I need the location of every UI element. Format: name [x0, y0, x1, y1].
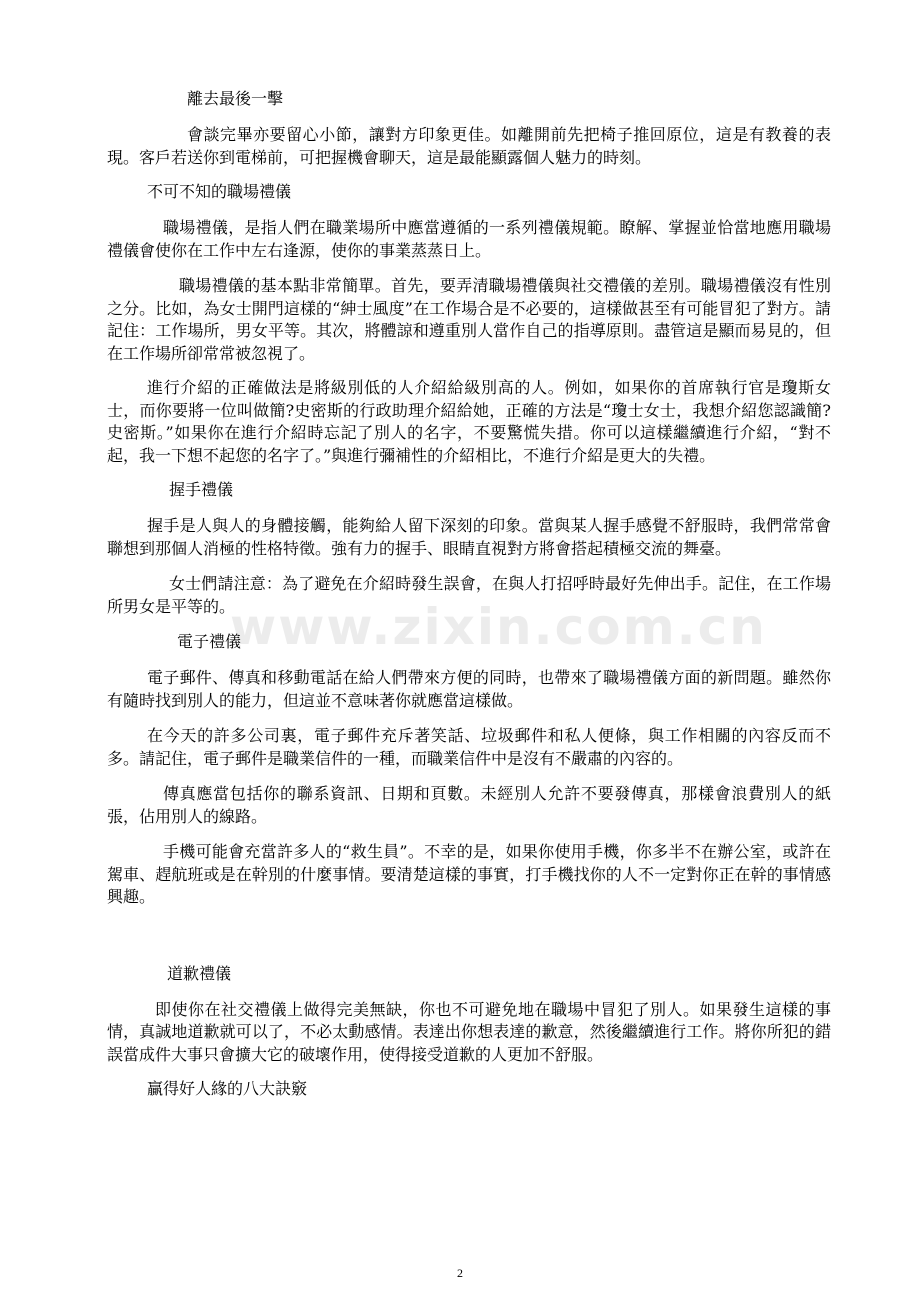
paragraph-workplace-definition: 職場禮儀，是指人們在職業場所中應當遵循的一系列禮儀規範。瞭解、掌握並恰當地應用職場禮儀會使你在工作中左右逢源，使你的事業蒸蒸日上。 — [107, 218, 831, 260]
section-heading-apology: 道歉禮儀 — [167, 963, 232, 983]
paragraph-women-note: 女士們請注意：為了避免在介紹時發生誤會，在與人打招呼時最好先伸出手。記住，在工作場所男女是平等的。 — [107, 574, 831, 616]
section-heading-workplace-etiquette: 不可不知的職場禮儀 — [147, 182, 292, 201]
section-heading-electronic: 電子禮儀 — [177, 632, 242, 651]
paragraph-apology: 即使你在社交禮儀上做得完美無缺，你也不可避免地在職場中冒犯了別人。如果發生這樣的事情，真誠地道歉就可以了，不必太動感情。表達出你想表達的歉意，然後繼續進行工作。將你所犯的錯誤當成件大事只會擴大它的破壞作用，使得接受道歉的人更加不舒服。 — [107, 999, 831, 1064]
section-heading-popularity: 贏得好人緣的八大訣竅 — [147, 1079, 308, 1098]
paragraph-workplace-basics: 職場禮儀的基本點非常簡單。首先，要弄清職場禮儀與社交禮儀的差別。職場禮儀沒有性別之分。比如，為女士開門這樣的“紳士風度”在工作場合是不必要的，這樣做甚至有可能冒犯了對方。請記住：工作場所，男女平等。其次，將體諒和遵重別人當作自己的指導原則。盡管這是顯而易見的，但在工作場所卻常常被忽視了。 — [107, 276, 831, 363]
paragraph-introductions: 進行介紹的正確做法是將級別低的人介紹給級別高的人。例如，如果你的首席執行官是瓊斯女士，而你要將一位叫做簡?史密斯的行政助理介紹給她，正確的方法是“瓊士女士，我想介紹您認識簡?史密斯。”如果你在進行介紹時忘記了別人的名字，不要驚慌失措。你可以這樣繼續進行介紹，“對不起，我一下想不起您的名字了。”與進行彌補性的介紹相比，不進行介紹是更大的失禮。 — [107, 378, 831, 465]
paragraph-mobile-phone: 手機可能會充當許多人的“救生員”。不幸的是，如果你使用手機，你多半不在辦公室，或許在駕車、趕航班或是在幹別的什麼事情。要清楚這樣的事實，打手機找你的人不一定對你正在幹的事情感興趣。 — [107, 842, 831, 906]
paragraph-leaving: 會談完畢亦要留心小節，讓對方印象更佳。如離開前先把椅子推回原位，這是有教養的表現。客戶若送你到電梯前，可把握機會聊天，這是最能顯露個人魅力的時刻。 — [107, 125, 831, 167]
section-heading-leaving: 離去最後一擊 — [187, 89, 284, 108]
page-body — [107, 84, 831, 1100]
watermark: www.zixin.com.cn — [230, 598, 767, 656]
paragraph-electronic-intro: 電子郵件、傳真和移動電話在給人們帶來方便的同時，也帶來了職場禮儀方面的新問題。雖然你有隨時找到別人的能力，但這並不意味著你就應當這樣做。 — [107, 668, 831, 710]
paragraph-handshake: 握手是人與人的身體接觸，能夠給人留下深刻的印象。當與某人握手感覺不舒服時，我們常常會聯想到那個人消極的性格特徵。強有力的握手、眼睛直視對方將會搭起積極交流的舞臺。 — [107, 516, 831, 558]
page-number: 2 — [457, 1266, 463, 1280]
paragraph-email: 在今天的許多公司裏，電子郵件充斥著笑話、垃圾郵件和私人便條，與工作相關的內容反而不多。請記住，電子郵件是職業信件的一種，而職業信件中是沒有不嚴肅的內容的。 — [107, 726, 831, 768]
paragraph-fax: 傳真應當包括你的聯系資訊、日期和頁數。未經別人允許不要發傳真，那樣會浪費別人的紙張，佔用別人的線路。 — [107, 784, 831, 826]
section-heading-handshake: 握手禮儀 — [169, 480, 234, 499]
